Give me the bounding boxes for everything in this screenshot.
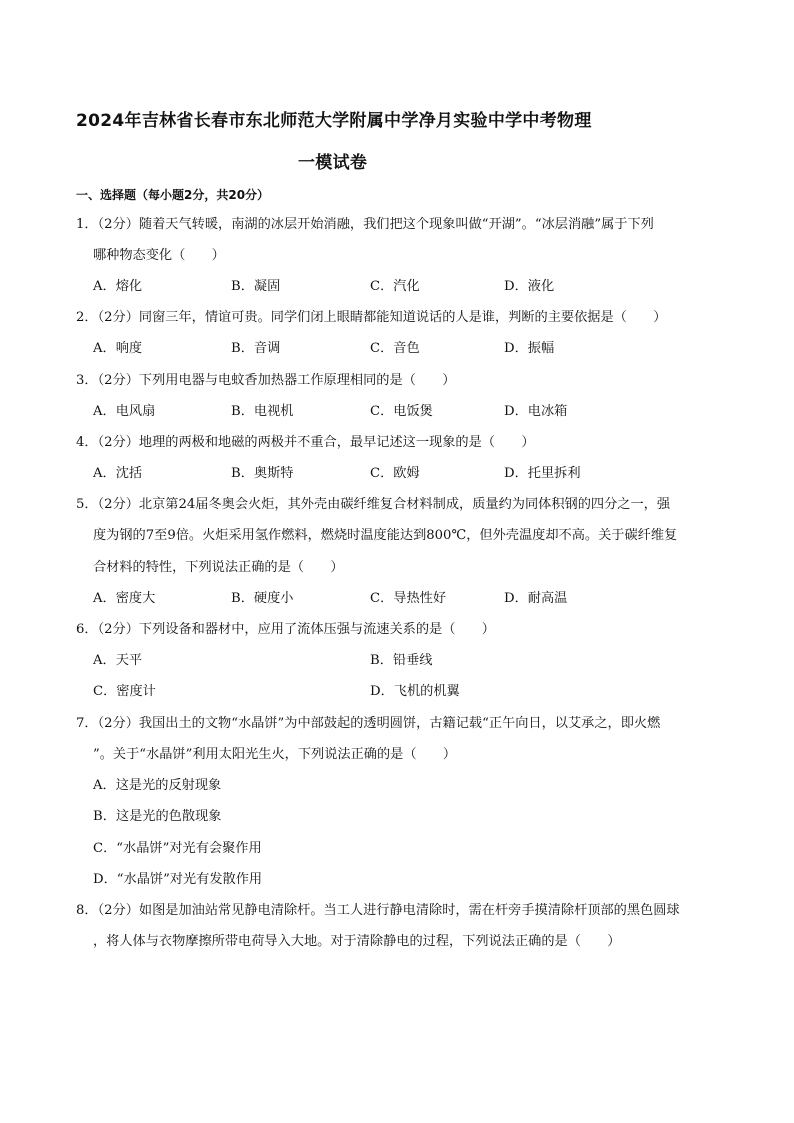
question-1-option-b: B．凝固 (231, 279, 281, 294)
question-5-option-a: A．密度大 (93, 591, 156, 606)
question-5-line-2: 度为钢的7至9倍。火炬采用氢作燃料，燃烧时温度能达到800℃，但外壳温度却不高。关于碳纤维复 (93, 528, 678, 543)
question-8-line-2: ，将人体与衣物摩擦所带电荷导入大地。对于清除静电的过程，下列说法正确的是（ ） (93, 934, 621, 949)
question-5-line-3: 合材料的特性，下列说法正确的是（ ） (93, 560, 344, 575)
question-4-option-b: B．奥斯特 (231, 466, 294, 481)
question-6-option-a: A．天平 (93, 653, 143, 668)
question-7-option-c: C．“水晶饼”对光有会聚作用 (93, 841, 262, 856)
question-5-option-d: D．耐高温 (504, 591, 568, 606)
question-7-option-d: D．“水晶饼”对光有发散作用 (93, 872, 263, 887)
question-3-option-d: D．电冰箱 (504, 404, 568, 419)
question-1-option-a: A．熔化 (93, 279, 143, 294)
question-3-option-b: B．电视机 (231, 404, 294, 419)
question-5-line-1: 5．（2分）北京第24届冬奥会火炬，其外壳由碳纤维复合材料制成，质量约为同体积钢的四分之一，强 (76, 497, 671, 512)
question-2-option-a: A．响度 (93, 341, 143, 356)
question-4-option-a: A．沈括 (93, 466, 143, 481)
question-7-option-b: B．这是光的色散现象 (93, 809, 222, 824)
question-2-option-c: C．音色 (370, 341, 420, 356)
exam-title-line1: 2024年吉林省长春市东北师范大学附属中学净月实验中学中考物理 (76, 111, 592, 131)
question-7-option-a: A．这是光的反射现象 (93, 778, 222, 793)
question-1-option-d: D．液化 (504, 279, 555, 294)
question-3-line-1: 3．（2分）下列用电器与电蚊香加热器工作原理相同的是（ ） (76, 373, 456, 388)
question-3-option-a: A．电风扇 (93, 404, 156, 419)
question-1-option-c: C．汽化 (370, 279, 420, 294)
question-8-line-1: 8．（2分）如图是加油站常见静电清除杆。当工人进行静电清除时，需在杆旁手摸清除杆顶部的黑色圆球 (76, 903, 680, 918)
question-4-option-c: C．欧姆 (370, 466, 420, 481)
question-1-line-1: 1．（2分）随着天气转暖，南湖的冰层开始消融，我们把这个现象叫做“开湖”。“冰层消融”属于下列 (76, 217, 654, 232)
section-heading: 一、选择题（每小题2分，共20分） (76, 188, 270, 202)
question-6-option-b: B．铅垂线 (370, 653, 433, 668)
question-7-line-1: 7．（2分）我国出土的文物“水晶饼”为中部鼓起的透明圆饼，古籍记载“正午向日，以艾承之，即火燃 (76, 716, 661, 731)
exam-title-line2: 一模试卷 (298, 153, 368, 173)
question-2-option-b: B．音调 (231, 341, 281, 356)
question-7-line-2: ”。关于“水晶饼”利用太阳光生火，下列说法正确的是（ ） (93, 747, 457, 762)
question-2-line-1: 2．（2分）同窗三年，情谊可贵。同学们闭上眼睛都能知道说话的人是谁，判断的主要依据是（ ） (76, 310, 667, 325)
question-2-option-d: D．振幅 (504, 341, 555, 356)
question-4-line-1: 4．（2分）地理的两极和地磁的两极并不重合，最早记述这一现象的是（ ） (76, 435, 535, 450)
question-1-line-2: 哪种物态变化（ ） (93, 248, 225, 263)
question-6-option-d: D．飞机的机翼 (370, 684, 460, 699)
question-5-option-c: C．导热性好 (370, 591, 447, 606)
question-6-option-c: C．密度计 (93, 684, 156, 699)
question-4-option-d: D．托里拆利 (504, 466, 581, 481)
question-3-option-c: C．电饭煲 (370, 404, 433, 419)
question-5-option-b: B．硬度小 (231, 591, 294, 606)
question-6-line-1: 6．（2分）下列设备和器材中，应用了流体压强与流速关系的是（ ） (76, 622, 495, 637)
